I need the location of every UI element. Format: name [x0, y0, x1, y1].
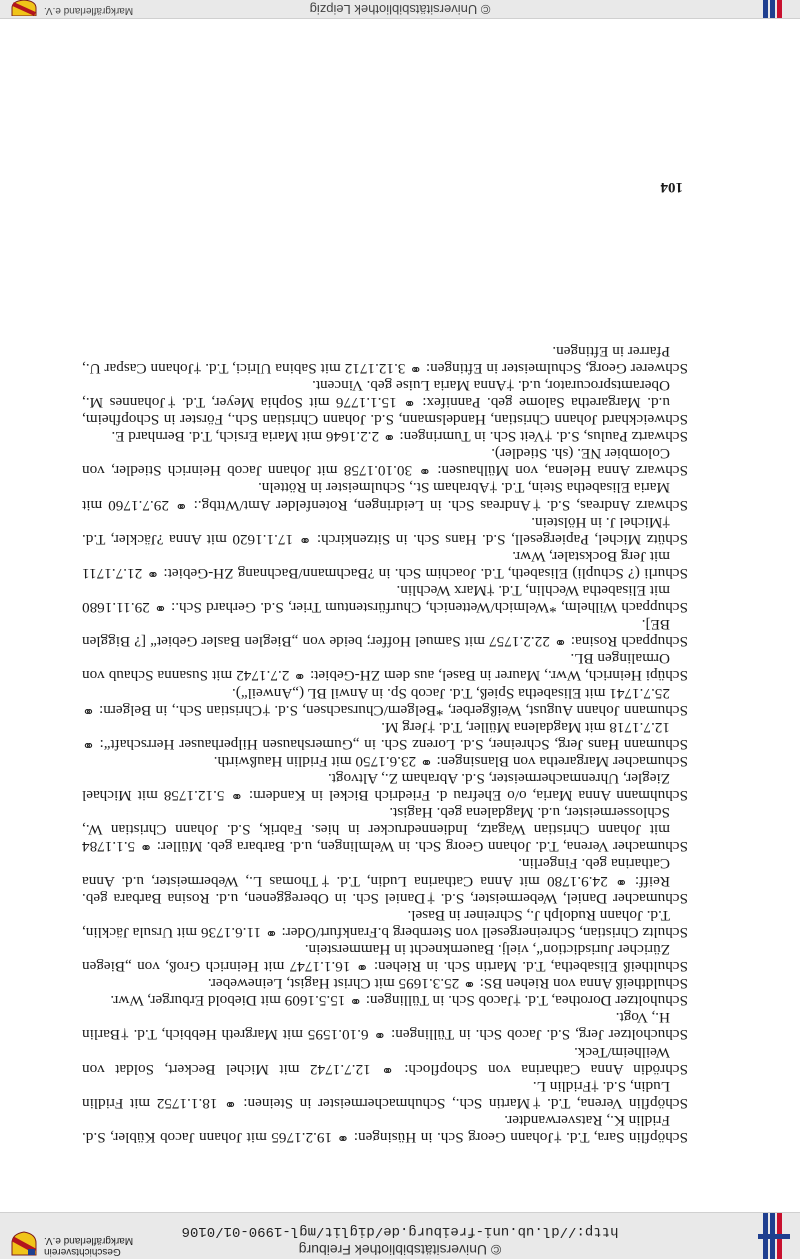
register-entry: Schuhmann Anna Maria, o/o Ehefrau d. Friedrich Bickel in Kandern: ⚭ 5.12.1758 mit Michael Ziegler, Uhrenmachermeister, S.d. Abraham Z., Altvogt.: [82, 770, 688, 805]
register-entry: Schwerer Georg, Schulmeister in Eftingen: ⚭ 3.12.1712 mit Sabina Ulrici, T.d. †Johann Caspar U., Pfarrer in Eftingen.: [82, 342, 688, 377]
coat-of-arms-icon: [10, 0, 38, 16]
register-entry: Schucholtzer Jerg, S.d. Jacob Sch. in Tüllingen: ⚭ 6.10.1595 mit Margreth Hebbich, T.d. †Barlin H., Vogt.: [82, 1009, 688, 1044]
register-entry: Schuppach Wilhelm, *Welmich/Wettenich, Churfürstentum Trier, S.d. Gerhard Sch.: ⚭ 29.11.1680 mit Elisabetha Wechlin, T.d. †Marx Wechlin.: [82, 582, 688, 617]
register-entry: Schultheiß Elisabetha, T.d. Martin Sch. in Riehen: ⚭ 16.1.1747 mit Heinrich Groß, von „Biegen Züricher Jurisdiction“, vielj. Bauernknecht in Hammerstein.: [82, 940, 688, 976]
register-entry: Schumann Johann August, Weißgerber, *Belgern/Chursachsen, S.d. †Christian Sch., in Belgern: ⚭ 25.7.1741 mit Elisabetha Spieß, T.d. Jacob Sp. in Anwil BL („Anweil“).: [82, 684, 688, 719]
register-entry: Schultz Christian, Schreinergesell von Sternberg b.Frankfurt/Oder: ⚭ 11.6.1736 mit Ursula Jäcklin, T.d. Johann Rudolph J., Schreiner in Basel.: [82, 906, 688, 941]
coat-of-arms-icon: [10, 1231, 38, 1257]
archive-header-bar: [0, 1212, 800, 1259]
register-entry: Schüpi Heinrich, Wwr., Maurer in Basel, aus dem ZH-Gebiet: ⚭ 2.7.1742 mit Susanna Schaub von Ormalingen BL.: [82, 650, 688, 685]
register-entry: Schumann Hans Jerg, Schreiner, S.d. Lorenz Sch. in „Gumershausen Hilperhauser Herrschaft“: ⚭ 12.7.1718 mit Magdalena Müller, T.d. †Jerg M.: [82, 718, 688, 753]
register-entry: Schrödin Anna Catharina von Schopfloch: ⚭ 12.7.1742 mit Michel Beckert, Soldat von Weilheim/Teck.: [82, 1043, 688, 1078]
register-entry: Schuppach Rosina: ⚭ 22.2.1757 mit Samuel Hoffer; beide von „Bieglen Basler Gebiet“ [? Bigglen BE].: [82, 616, 688, 651]
register-entry: Schurli (? Schupli) Elisabeth, T.d. Joachim Sch. in ?Bachmann/Bachnang ZH-Gebiet: ⚭ 21.7.1711 mit Jerg Bockstaler, Wwr.: [82, 547, 688, 582]
register-entry: Schumacher Margaretha von Blansingen: ⚭ 23.6.1750 mit Fridlin Haußwirth.: [213, 752, 688, 770]
register-entry: Schuldtheiß Anna von Riehen BS: ⚭ 25.3.1695 mit Christ Hagist, Leineweber.: [207, 975, 688, 993]
page-number: 104: [660, 179, 683, 195]
copyright-credit-footer: © Universitätsbibliothek Leipzig: [309, 2, 491, 17]
register-entries: [82, 343, 688, 1146]
society-name: Geschichtsverein Markgräflerland e.V.: [44, 1235, 134, 1257]
copyright-credit: © Universitätsbibliothek Freiburg: [298, 1242, 502, 1258]
register-entry: Schwarz Andreas, S.d. †Andreas Sch. in Leidringen, Rotenfelder Amt/Wttbg.: ⚭ 29.7.1760 mit Maria Elisabetha Stein, T.d. †Abraham St., Schulmeister in Rötteln.: [82, 479, 688, 514]
register-entry: Schwartz Paulus, S.d. †Veit Sch. in Tumringen: ⚭ 2.2.1646 mit Maria Ersich, T.d. Bernhard E.: [111, 428, 688, 446]
register-entry: Schumacher Verena, T.d. Johann Georg Sch. in Welmlingen, u.d. Barbara geb. Müller: ⚭ 5.1.1784 mit Johann Christian Wagatz, Indiennedrucker in hies. Fabrik, S.d. Johann Christian W., Schlossermeister, u.d. Magdalena geb. Hagist.: [82, 804, 688, 856]
register-entry: Schweickhard Johann Christian, Handelsmann, S.d. Johann Christian Sch., Förster in Schopfheim, u.d. Margaretha Salome geb. Pannifex: ⚭ 15.1.1776 mit Sophia Meyer, T.d. †Johannes M., Oberamtsprocurator, u.d. †Anna Maria Luise geb. Vincent.: [82, 376, 688, 429]
register-entry: Schuholtzer Dorothea, T.d. †Jacob Sch. in Tüllingen: ⚭ 15.5.1609 mit Diebold Erburger, Wwr.: [110, 992, 688, 1010]
register-entry: Schütz Michel, Papiergesell, S.d. Hans Sch. in Sitzenkirch: ⚭ 17.1.1620 mit Anna ?Jäckler, T.d. †Michel J. in Hölstein.: [82, 513, 688, 548]
register-entry: Schöpflin Verena, T.d. †Martin Sch., Schuhmachermeister in Steinen: ⚭ 18.1.1752 mit Fridlin Ludin, S.d. †Fridlin L.: [82, 1077, 688, 1112]
register-entry: Schwarz Anna Helena, von Mülhausen: ⚭ 30.10.1758 mit Johann Jacob Heinrich Stiedler, von Colombier NE. (sh. Stiedler).: [82, 445, 688, 480]
society-name-footer: Markgräflerland e.V.: [44, 5, 134, 16]
archive-footer-bar: [0, 0, 800, 19]
register-entry: Schumacher Daniel, Webermeister, S.d. †Daniel Sch. in Obereggenen, u.d. Rosina Barbara geb. Reiff: ⚭ 24.9.1780 mit Anna Catharina Ludin, T.d. †Thomas L., Webermeister, u.d. Anna Catharina geb. Fingerlin.: [82, 855, 688, 907]
register-entry: Schöpflin Sara, T.d. †Johann Georg Sch. in Hüsingen: ⚭ 19.2.1765 mit Johann Jacob Kübler, S.d. Fridlin K., Ratsverwandter.: [82, 1111, 688, 1146]
document-url[interactable]: http://dl.ub.uni-freiburg.de/diglit/mgl-1990-01/0106: [181, 1223, 619, 1239]
